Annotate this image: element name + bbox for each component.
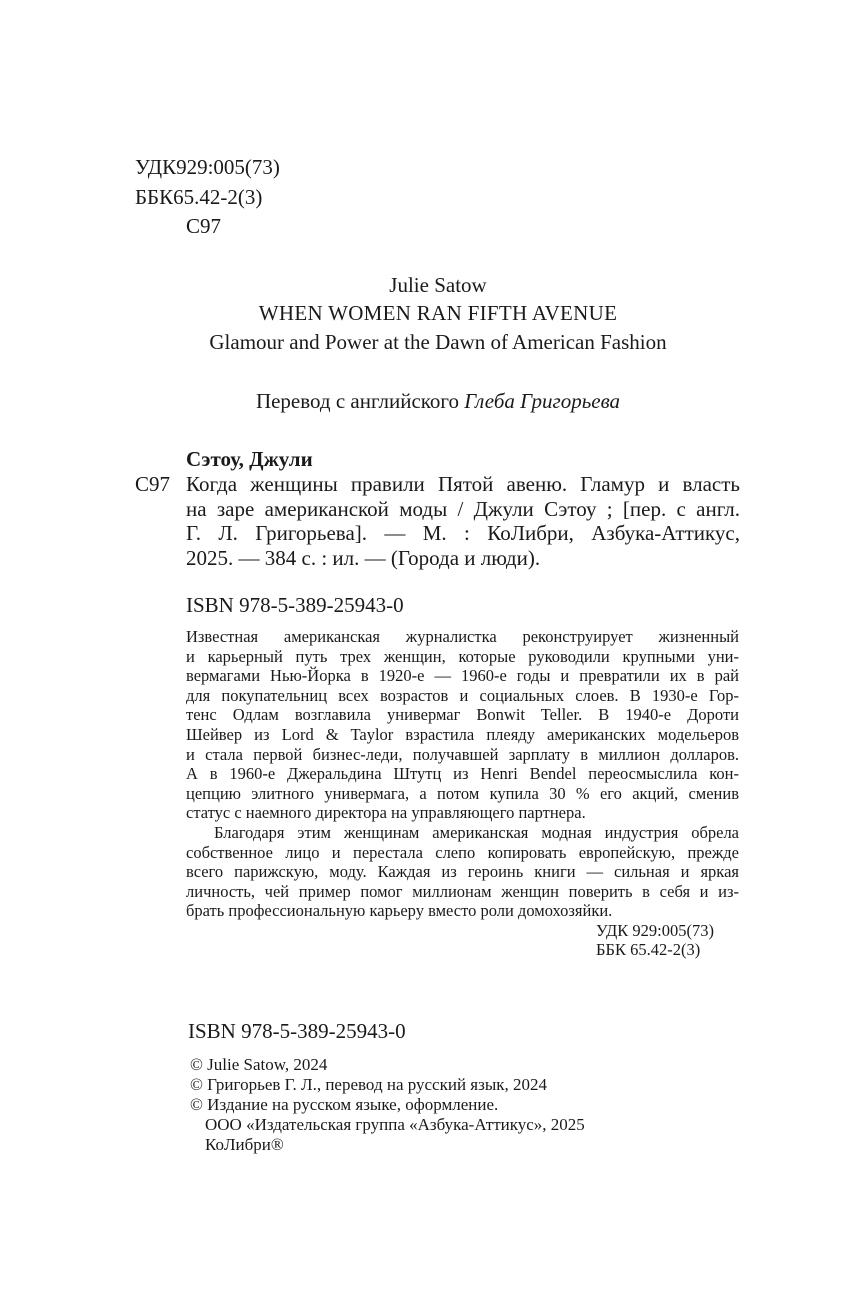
translator-name: Глеба Григорьева [464,389,621,413]
annotation-line: брать профессиональную карьеру вместо роли домохозяйки. [186,901,613,921]
record-author-sign: С97 [135,472,171,496]
bib-line: 2025. — 384 с. : ил. — (Города и люди). [186,545,541,570]
copyright-line: © Julie Satow, 2024 [190,1055,328,1074]
bib-line: на заре американской моды / Джули Сэтоу ; [пер. с англ. [186,496,740,521]
annotation-line: цепцию элитного универмага, а потом купила 30 % его акций, сменив [186,783,739,803]
annotation-bbk: ББК 65.42-2(3) [596,940,701,959]
original-subtitle: Glamour and Power at the Dawn of American Fashion [209,330,667,354]
annotation-line: А в 1960-е Джеральдина Штутц из Henri Bendel переосмыслила кон- [186,764,739,784]
annotation-line: Благодаря этим женщинам американская модная индустрия обрела [214,822,739,842]
copyright-line: © Григорьев Г. Л., перевод на русский язык, 2024 [190,1075,548,1094]
annotation-line: тенс Одлам возглавила универмаг Bonwit Teller. В 1940-е Дороти [186,705,739,725]
author-heading: Сэтоу, Джули [186,447,313,471]
udk-code: УДК929:005(73) [135,155,280,179]
copyright-line: © Издание на русском языке, оформление. [190,1095,499,1114]
bbk-code: ББК65.42-2(3) [135,185,263,209]
annotation-line: и карьерный путь трех женщин, которые руководили крупными уни- [186,646,739,666]
translation-credit [0,389,856,413]
annotation-line: и стала первой бизнес-леди, получавшей зарплату в миллион долларов. [186,744,739,764]
annotation-line: вермагами Нью-Йорка в 1920-е — 1960-е годы и превратили их в рай [186,666,739,686]
copyright-line: ООО «Издательская группа «Азбука-Аттикус», 2025 [205,1115,585,1134]
original-author: Julie Satow [389,273,487,297]
annotation-line: статус с наемного директора на управляющего партнера. [186,803,586,823]
annotation [186,627,739,921]
original-title: WHEN WOMEN RAN FIFTH AVENUE [258,301,618,325]
translation-prefix: Перевод с английского [255,389,465,413]
annotation-line: собственное лицо и перестала слепо копировать европейскую, прежде [186,842,739,862]
bib-line: Г. Л. Григорьева]. — М. : КоЛибри, Азбука-Аттикус, [186,521,740,545]
author-sign: С97 [186,214,222,238]
annotation-udk: УДК 929:005(73) [596,921,714,940]
annotation-line: для покупательниц всех возрастов и социальных слоев. В 1930-е Гор- [186,685,739,705]
bibliographic-description [186,472,740,570]
isbn-bottom: ISBN 978-5-389-25943-0 [188,1019,406,1043]
copyright-line: КоЛибри® [205,1135,284,1154]
annotation-line: личность, чей пример помог миллионам женщин поверить в себя и из- [186,881,739,901]
isbn-record: ISBN 978-5-389-25943-0 [186,593,404,617]
annotation-line: Шейвер из Lord & Taylor взрастила плеяду американских модельеров [186,724,739,744]
annotation-line: всего парижскую, моду. Каждая из героинь книги — сильная и яркая [186,862,739,882]
bib-line: Когда женщины правили Пятой авеню. Гламур и власть [186,472,740,496]
annotation-line: Известная американская журналистка реконструирует жизненный [186,627,739,646]
